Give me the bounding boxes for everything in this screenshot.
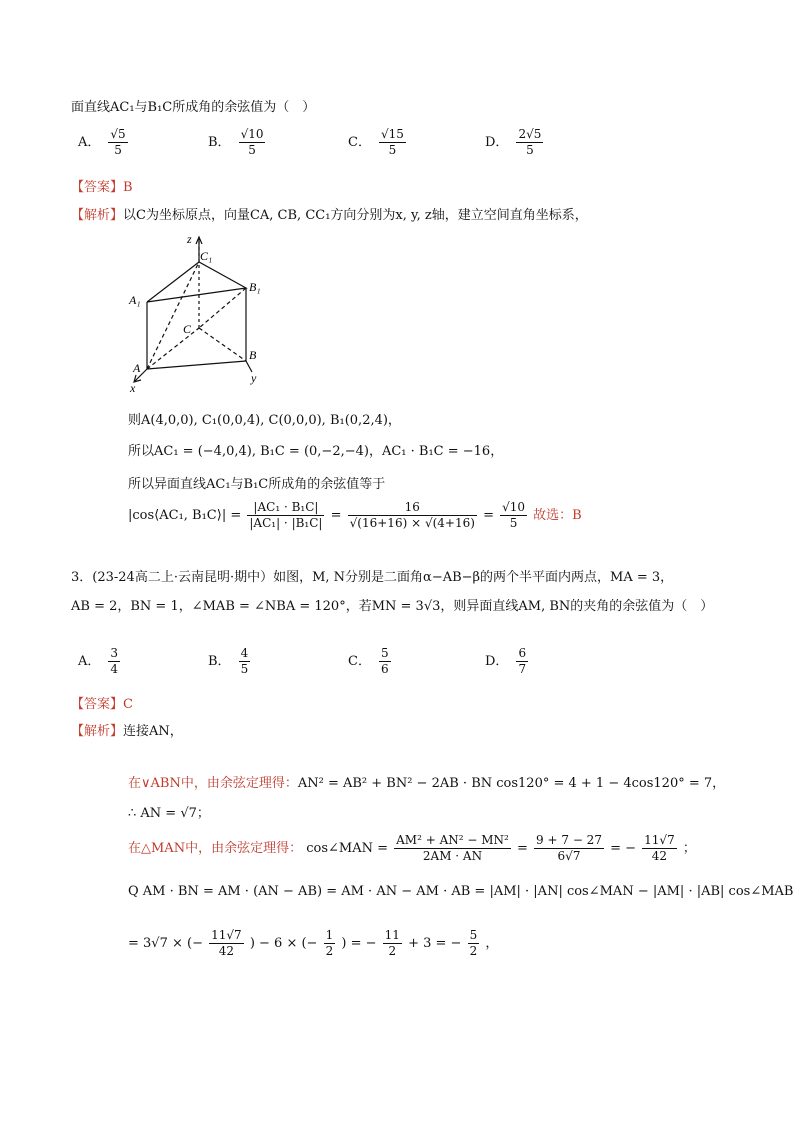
label-b: B [249,348,257,362]
label-a: A [133,361,141,375]
q2-step-2: 所以AC₁ = (−4,0,4), B₁C = (0,−2,−4)，AC₁ · B₁C = −16， [128,444,504,459]
equals: = [517,841,528,856]
choice-fraction [239,646,251,677]
fraction [534,833,604,864]
frac-num: 11 [384,928,400,942]
frac-den: 5 [248,143,256,157]
label-c1: C₁ [200,249,213,263]
line-math: AN² = AB² + BN² − 2AB · BN cos120° = 4 + 1 − 4cos120° = 7， [297,776,726,791]
choice-label: D． [485,135,509,150]
frac-den: 2AM · AN [422,849,483,863]
expr-part: ) − 6 × (− [249,936,318,951]
frac-num: 5 [469,928,478,942]
choice-fraction [108,646,120,677]
q3-choice-d[interactable] [485,646,530,677]
frac-num: 2√5 [518,127,542,141]
q3-choice-c[interactable] [348,646,393,677]
frac-den: 5 [388,143,397,157]
label-c: C [183,322,192,336]
q3-line-5 [128,928,498,959]
frac-den: 4 [110,662,119,676]
fraction [247,500,324,531]
analysis-tag: 【解析】 [71,208,124,223]
frac-den: 2 [469,944,478,958]
frac-num: 11√7 [211,928,242,942]
q3-line-2: ∴ AN = √7； [128,806,210,821]
prism-figure [120,225,280,395]
choice-label: C． [348,135,371,150]
label-z: z [187,232,192,246]
choice-label: D． [485,654,509,669]
frac-den: |AC₁| · |B₁C| [249,516,323,530]
label-b1: B₁ [249,280,261,294]
label-a1: A₁ [129,293,141,307]
choice-fraction [379,646,391,677]
frac-num: 5 [380,646,389,660]
fraction [468,928,480,959]
expr-part: = 3√7 × (− [128,936,203,951]
cos-lhs: cos∠MAN = [306,841,388,856]
frac-num: 6 [518,646,527,660]
label-x: x [130,381,136,395]
conclusion: 故选：B [533,508,582,523]
q3-choice-a[interactable] [78,646,122,677]
answer-value: B [123,180,133,195]
choice-fraction [516,646,528,677]
expr-part: ) = − [341,936,377,951]
frac-den: 7 [518,662,527,676]
frac-num: √15 [380,127,404,141]
answer-tag: 【答案】 [71,697,124,712]
fraction [500,500,527,531]
fraction [383,928,402,959]
q2-choice-c[interactable] [348,127,408,158]
q2-choice-b[interactable] [208,127,267,158]
q2-choice-a[interactable] [78,127,130,158]
frac-num: 11√7 [644,833,675,847]
frac-num: 3 [110,646,119,660]
choice-fraction [379,127,406,158]
choice-fraction [108,127,127,158]
frac-den: 5 [509,516,518,530]
frac-num: AM² + AN² − MN² [396,833,509,847]
frac-num: √5 [110,127,126,141]
semicolon: ； [682,841,696,856]
choice-label: A． [78,654,101,669]
analysis-tag: 【解析】 [71,724,124,739]
q3-line-3 [128,833,696,864]
line-prefix: 在∨ABN中，由余弦定理得： [128,776,298,791]
q3-line-4: Q AM · BN = AM · (AN − AB) = AM · AN − AM · AB = |AM| · |AN| cos∠MAN − |AM| · |AB| cos∠MAB [128,884,794,899]
frac-den: 5 [114,143,122,157]
frac-den: 42 [651,849,668,863]
q2-step-3: 所以异面直线AC₁与B₁C所成角的余弦值等于 [128,477,386,492]
q2-stem-tail: 面直线AC₁与B₁C所成角的余弦值为（ ） [71,100,316,115]
frac-den: 2 [325,944,334,958]
choice-label: C． [348,654,371,669]
frac-num: 4 [240,646,249,660]
q3-stem-1: 3．(23-24高二上·云南昆明·期中）如图，M, N分别是二面角α−AB−β的两个半平面内两点，MA = 3， [71,570,674,585]
frac-den: 42 [218,944,235,958]
label-y: y [251,371,257,385]
cos-lhs: |cos⟨AC₁, B₁C⟩| = [128,508,242,523]
frac-num: √10 [502,500,526,514]
frac-den: 6 [380,662,389,676]
frac-den: 5 [240,662,249,676]
q2-choice-d[interactable] [485,127,545,158]
line-prefix: 在△MAN中，由余弦定理得： [128,841,303,856]
frac-den: √(16+16) × √(4+16) [349,516,475,530]
equals-minus: = − [610,841,637,856]
answer-tag: 【答案】 [71,180,124,195]
expr-part: + 3 = − [408,936,462,951]
fraction [394,833,511,864]
frac-den: 2 [388,944,397,958]
analysis-text: 连接AN， [123,724,183,739]
analysis-text: 以C为坐标原点，向量CA, CB, CC₁方向分别为x, y, z轴，建立空间直角坐标系， [123,208,588,223]
frac-den: 5 [526,143,534,157]
q3-choice-b[interactable] [208,646,252,677]
q3-answer [71,693,133,712]
q3-line-1 [128,772,725,791]
q3-stem-2: AB = 2，BN = 1，∠MAB = ∠NBA = 120°，若MN = 3√3，则异面直线AM, BN的夹角的余弦值为（ ） [71,599,714,614]
equals: = [483,508,494,523]
fraction [642,833,677,864]
choice-label: B． [208,654,231,669]
frac-num: 16 [348,500,477,516]
q3-analysis-line [71,720,183,739]
frac-den: 6√7 [557,849,581,863]
choice-fraction [516,127,543,158]
frac-num: 1 [325,928,334,942]
answer-value: C [123,697,133,712]
equals: = [330,508,342,523]
frac-num: √10 [240,127,264,141]
frac-num: |AC₁ · B₁C| [247,500,324,516]
frac-num: 9 + 7 − 27 [536,833,602,847]
fraction [209,928,244,959]
fraction [324,928,336,959]
q2-analysis-line [71,204,588,223]
q2-answer [71,176,133,195]
fraction [348,500,477,531]
choice-label: B． [208,135,231,150]
choice-fraction [239,127,266,158]
expr-part: ， [485,936,499,951]
q2-step-4 [128,500,582,531]
choice-label: A． [78,135,101,150]
q2-step-1: 则A(4,0,0), C₁(0,0,4), C(0,0,0), B₁(0,2,4)， [128,413,401,428]
